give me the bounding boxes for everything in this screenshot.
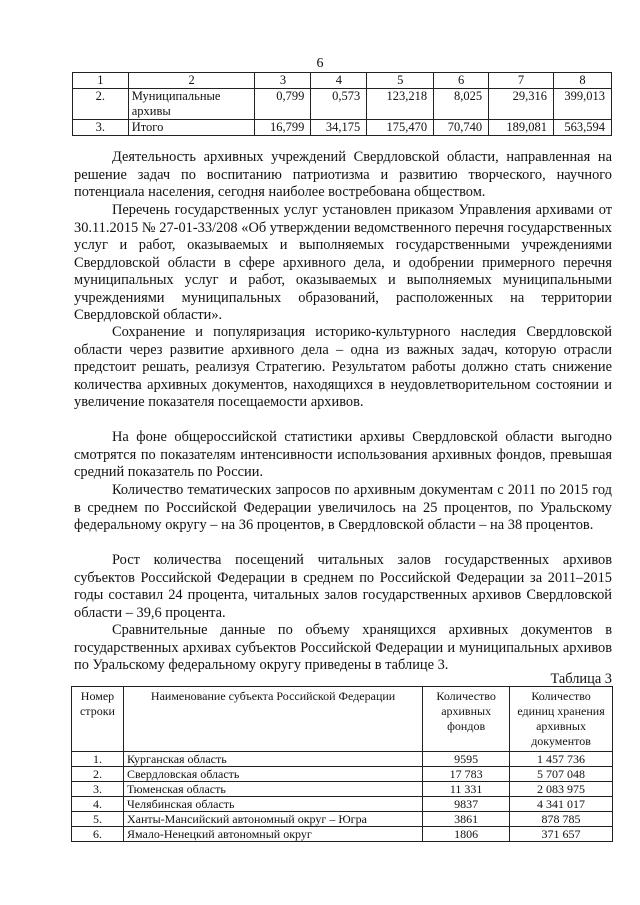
header-cell: 5	[367, 73, 434, 89]
table-row	[72, 812, 613, 827]
header-cell: Количество единиц хранения архивных документов	[510, 687, 613, 752]
cell: 399,013	[553, 89, 611, 120]
header-cell: 2	[128, 73, 255, 89]
table-row	[73, 120, 612, 136]
cell: 175,470	[367, 120, 434, 136]
paragraph: Сохранение и популяризация историко-культурного наследия Свердловской области через развитие архивного дела – одна из важных задач, которую отрасли предстоит решать, реализуя Стратегию. Результатом работы должно стать снижение количества архивных документов, находящихся в неудовлетворительном состоянии и увеличение показателя посещаемости архивов.	[74, 324, 612, 410]
paragraph: На фоне общероссийской статистики архивы Свердловской области выгодно смотрятся по показателям интенсивности использования архивных фондов, превышая средний показатель по России.	[74, 429, 612, 480]
header-cell: Наименование субъекта Российской Федерации	[123, 687, 422, 752]
region-name: Ханты-Мансийский автономный округ – Югра	[123, 812, 422, 827]
header-cell: Номер строки	[72, 687, 124, 752]
header-cell: 1	[73, 73, 129, 89]
page-number: 6	[316, 56, 324, 71]
table-row	[73, 89, 612, 120]
paragraph: Деятельность архивных учреждений Свердловской области, направленная на решение задач по воспитанию патриотизма и развитию творческого, научного потенциала населения, сегодня наиболее востребована обществом.	[74, 149, 612, 200]
region-name: Челябинская область	[123, 797, 422, 812]
header-cell: 3	[255, 73, 311, 89]
row-label: Итого	[128, 120, 255, 136]
table-continuation	[72, 72, 612, 136]
cell: 8,025	[434, 89, 489, 120]
funds-count: 9837	[423, 797, 510, 812]
paragraph: Сравнительные данные по объему хранящихся архивных документов в государственных архивах субъектов Российской Федерации и муниципальных архивов по Уральскому федеральному округу приведены в таблице 3.	[74, 622, 612, 673]
table-caption: Таблица 3	[550, 671, 612, 687]
row-number: 4.	[72, 797, 124, 812]
storage-units: 371 657	[510, 827, 613, 842]
paragraph: Количество тематических запросов по архивным документам с 2011 по 2015 год в среднем по Российской Федерации увеличилось на 25 процентов, по Уральскому федеральному округу – на 36 процентов, в Свердловской области – на 38 процентов.	[74, 482, 612, 533]
row-label: Муниципальные архивы	[128, 89, 255, 120]
storage-units: 4 341 017	[510, 797, 613, 812]
funds-count: 17 783	[423, 767, 510, 782]
header-cell: 8	[553, 73, 611, 89]
paragraph: Рост количества посещений читальных залов государственных архивов субъектов Российской Федерации в среднем по Российской Федерации за 2011–2015 годы составил 24 процента, читальных залов государственных архивов Свердловской области – 39,6 процента.	[74, 552, 612, 621]
cell: 29,316	[489, 89, 554, 120]
cell: 0,799	[255, 89, 311, 120]
table-row	[72, 797, 613, 812]
storage-units: 2 083 975	[510, 782, 613, 797]
storage-units: 5 707 048	[510, 767, 613, 782]
region-name: Тюменская область	[123, 782, 422, 797]
region-name: Свердловская область	[123, 767, 422, 782]
archive-comparison-table	[71, 686, 613, 842]
region-name: Курганская область	[123, 752, 422, 767]
region-name: Ямало-Ненецкий автономный округ	[123, 827, 422, 842]
cell: 70,740	[434, 120, 489, 136]
funds-count: 11 331	[423, 782, 510, 797]
table-header-row	[73, 73, 612, 89]
row-number: 5.	[72, 812, 124, 827]
header-cell: Количество архивных фондов	[423, 687, 510, 752]
header-cell: 7	[489, 73, 554, 89]
cell: 34,175	[311, 120, 367, 136]
storage-units: 878 785	[510, 812, 613, 827]
table-row	[72, 752, 613, 767]
table-row	[72, 782, 613, 797]
paragraph: Перечень государственных услуг установлен приказом Управления архивами от 30.11.2015 № 27-01-33/208 «Об утверждении ведомственного перечня государственных услуг и работ, оказываемых и выполняемых государственными учреждениями Свердловской области в сфере архивного дела, и одобрении примерного перечня муниципальных услуг и работ, оказываемых и выполняемых муниципальными учреждениями муниципальных образований, расположенных на территории Свердловской области».	[74, 202, 612, 323]
funds-count: 9595	[423, 752, 510, 767]
funds-count: 1806	[423, 827, 510, 842]
row-number: 1.	[72, 752, 124, 767]
row-number: 6.	[72, 827, 124, 842]
row-number: 2.	[73, 89, 129, 120]
cell: 0,573	[311, 89, 367, 120]
cell: 16,799	[255, 120, 311, 136]
table-row	[72, 767, 613, 782]
row-number: 2.	[72, 767, 124, 782]
header-cell: 6	[434, 73, 489, 89]
cell: 189,081	[489, 120, 554, 136]
funds-count: 3861	[423, 812, 510, 827]
row-number: 3.	[72, 782, 124, 797]
row-number: 3.	[73, 120, 129, 136]
cell: 123,218	[367, 89, 434, 120]
header-cell: 4	[311, 73, 367, 89]
cell: 563,594	[553, 120, 611, 136]
storage-units: 1 457 736	[510, 752, 613, 767]
table-header-row	[72, 687, 613, 752]
table-row	[72, 827, 613, 842]
